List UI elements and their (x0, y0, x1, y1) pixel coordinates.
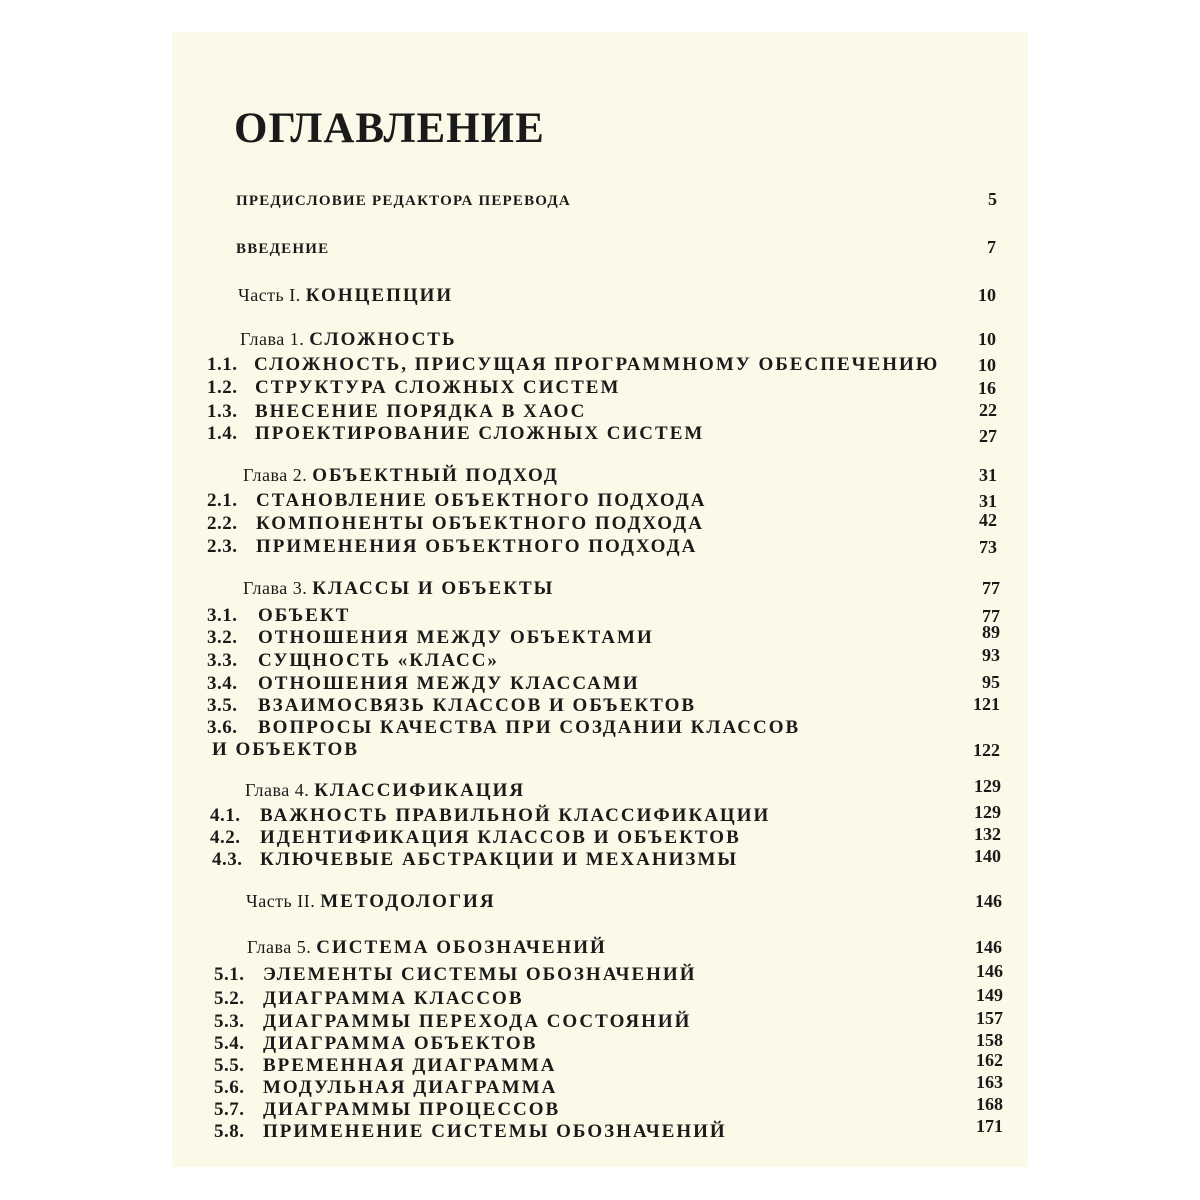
toc-entry-title (243, 464, 559, 487)
toc-section-number: 5.8. (214, 1121, 245, 1142)
toc-page-number: 163 (976, 1072, 1003, 1092)
toc-entry-text: ВАЖНОСТЬ ПРАВИЛЬНОЙ КЛАССИФИКАЦИИ (260, 805, 771, 826)
toc-entry-text: ДИАГРАММА ОБЪЕКТОВ (263, 1033, 538, 1054)
toc-entry-title (256, 490, 707, 512)
toc-entry-title (212, 739, 359, 761)
toc-entry-text: ДИАГРАММЫ ПЕРЕХОДА СОСТОЯНИЙ (263, 1011, 692, 1032)
toc-entry (0, 328, 1200, 354)
toc-section-number: 1.4. (207, 423, 238, 444)
toc-section-number: 1.2. (207, 377, 238, 398)
toc-entry (0, 536, 1200, 562)
toc-entry-label: Глава 2. (243, 465, 313, 485)
toc-page-number: 162 (976, 1050, 1003, 1070)
toc-entry-title (245, 779, 525, 802)
toc-entry (0, 961, 1200, 990)
toc-page-number: 10 (978, 329, 996, 349)
toc-section-number: 5.3. (214, 1011, 245, 1032)
toc-entry-text: КОНЦЕПЦИИ (305, 285, 454, 306)
toc-page-number: 10 (978, 355, 996, 375)
toc-entry-text: КЛАССИФИКАЦИЯ (314, 780, 526, 801)
toc-entry-title (246, 890, 496, 913)
toc-entry-text: ВРЕМЕННАЯ ДИАГРАММА (263, 1055, 557, 1076)
toc-entry-text: ВЗАИМОСВЯЗЬ КЛАССОВ И ОБЪЕКТОВ (258, 695, 697, 716)
toc-entry-title (263, 1055, 556, 1077)
toc-page-number: 132 (974, 824, 1001, 844)
toc-entry (0, 739, 1200, 765)
toc-page-number: 5 (988, 189, 997, 209)
toc-entry (0, 846, 1200, 875)
toc-page-number: 146 (976, 961, 1003, 981)
toc-section-number: 2.3. (207, 536, 238, 557)
toc-section-number: 5.7. (214, 1099, 245, 1120)
toc-entry-title (256, 536, 697, 558)
toc-entry-text: СЛОЖНОСТЬ (309, 329, 457, 350)
toc-page-number: 27 (979, 426, 997, 446)
toc-entry-label: Глава 1. (240, 329, 310, 349)
toc-entry-text: И ОБЪЕКТОВ (212, 739, 360, 760)
toc-section-number: 5.1. (214, 964, 245, 985)
toc-page-number: 149 (976, 985, 1003, 1005)
toc-entry-text: КОМПОНЕНТЫ ОБЪЕКТНОГО ПОДХОДА (256, 513, 704, 534)
toc-entry-title (240, 328, 457, 351)
toc-entry (0, 776, 1200, 805)
toc-entry-text: МОДУЛЬНАЯ ДИАГРАММА (263, 1077, 558, 1098)
toc-page-number: 157 (976, 1008, 1003, 1028)
toc-entry-title (258, 650, 499, 672)
toc-section-number: 4.2. (210, 827, 241, 848)
toc-entry (0, 238, 1200, 264)
toc-entry-title (238, 284, 453, 307)
toc-entry-text: ПРЕДИСЛОВИЕ РЕДАКТОРА ПЕРЕВОДА (236, 193, 571, 209)
toc-page-number: 158 (976, 1030, 1003, 1050)
toc-entry-text: ИДЕНТИФИКАЦИЯ КЛАССОВ И ОБЪЕКТОВ (260, 827, 741, 848)
toc-section-number: 3.2. (207, 627, 238, 648)
toc-page-number: 89 (982, 622, 1000, 642)
toc-entry-title (260, 827, 741, 849)
toc-entry-label: Глава 4. (245, 780, 315, 800)
toc-entry-title (258, 695, 696, 717)
toc-section-number: 3.1. (207, 605, 238, 626)
toc-entry-title (263, 964, 696, 986)
toc-entry (0, 377, 1200, 403)
toc-page-number: 146 (975, 937, 1002, 957)
toc-entry (0, 190, 1200, 216)
toc-page-number: 129 (974, 802, 1001, 822)
toc-section-number: 2.2. (207, 513, 238, 534)
toc-entry-text: ОБЪЕКТ (258, 605, 351, 626)
toc-entry-title (236, 190, 571, 212)
toc-section-number: 4.3. (212, 849, 243, 870)
toc-entry-text: ПРИМЕНЕНИЯ ОБЪЕКТНОГО ПОДХОДА (256, 536, 698, 557)
toc-page-number: 93 (982, 645, 1000, 665)
toc-page-number: 10 (978, 285, 996, 305)
toc-section-number: 1.3. (207, 401, 238, 422)
toc-page-number: 77 (982, 578, 1000, 598)
toc-entry-title (260, 805, 770, 827)
toc-entry-title (263, 1077, 557, 1099)
toc-entry-text: ПРОЕКТИРОВАНИЕ СЛОЖНЫХ СИСТЕМ (255, 423, 705, 444)
page-title: ОГЛАВЛЕНИЕ (234, 105, 545, 152)
toc-entry-label: Часть I. (238, 285, 306, 305)
toc-entry-title (247, 936, 607, 959)
toc-entry-title (258, 627, 654, 649)
toc-page-number: 77 (982, 606, 1000, 626)
toc-section-number: 2.1. (207, 490, 238, 511)
toc-page-number: 31 (979, 465, 997, 485)
toc-section-number: 4.1. (210, 805, 241, 826)
toc-page-number: 22 (979, 400, 997, 420)
toc-section-number: 5.5. (214, 1055, 245, 1076)
toc-section-number: 5.4. (214, 1033, 245, 1054)
toc-entry-text: КЛЮЧЕВЫЕ АБСТРАКЦИИ И МЕХАНИЗМЫ (260, 849, 739, 870)
toc-page-number: 95 (982, 672, 1000, 692)
toc-entry-text: СТРУКТУРА СЛОЖНЫХ СИСТЕМ (255, 377, 621, 398)
toc-entry-text: ВНЕСЕНИЕ ПОРЯДКА В ХАОС (255, 401, 587, 422)
toc-entry-text: ЭЛЕМЕНТЫ СИСТЕМЫ ОБОЗНАЧЕНИЙ (263, 964, 697, 985)
toc-entry (0, 423, 1200, 449)
toc-page-number: 121 (973, 694, 1000, 714)
toc-entry-text: СТАНОВЛЕНИЕ ОБЪЕКТНОГО ПОДХОДА (256, 490, 707, 511)
toc-page-number: 16 (978, 378, 996, 398)
toc-entry-label: Часть II. (246, 891, 321, 911)
toc-page-number: 7 (987, 237, 996, 257)
toc-entry-title (260, 849, 738, 871)
toc-entry-title (258, 605, 350, 627)
toc-page-number: 168 (976, 1094, 1003, 1114)
toc-section-number: 3.3. (207, 650, 238, 671)
toc-entry-title (255, 401, 586, 423)
toc-entry-text: ПРИМЕНЕНИЕ СИСТЕМЫ ОБОЗНАЧЕНИЙ (263, 1121, 727, 1142)
toc-entry-text: ОБЪЕКТНЫЙ ПОДХОД (312, 465, 559, 486)
toc-entry-title (258, 717, 800, 739)
toc-entry-title (236, 238, 329, 260)
toc-section-number: 3.4. (207, 673, 238, 694)
toc-entry-title (263, 1011, 691, 1033)
toc-section-number: 5.2. (214, 988, 245, 1009)
toc-entry-text: ОТНОШЕНИЯ МЕЖДУ ОБЪЕКТАМИ (258, 627, 654, 648)
toc-entry-text: ВВЕДЕНИЕ (236, 241, 330, 257)
toc-entry-text: МЕТОДОЛОГИЯ (320, 891, 496, 912)
toc-entry-title (263, 1121, 727, 1143)
toc-page-number: 129 (974, 776, 1001, 796)
toc-entry-label: Глава 5. (247, 937, 317, 957)
toc-entry-text: СЛОЖНОСТЬ, ПРИСУЩАЯ ПРОГРАММНОМУ ОБЕСПЕЧЕНИЮ (254, 354, 940, 375)
toc-page-number: 31 (979, 491, 997, 511)
toc-entry-text: ДИАГРАММА КЛАССОВ (263, 988, 524, 1009)
toc-entry-text: ВОПРОСЫ КАЧЕСТВА ПРИ СОЗДАНИИ КЛАССОВ (258, 717, 801, 738)
toc-entry-text: КЛАССЫ И ОБЪЕКТЫ (312, 578, 555, 599)
toc-entry (0, 464, 1200, 490)
toc-section-number: 3.6. (207, 717, 238, 738)
toc-entry-title (256, 513, 704, 535)
toc-entry (0, 936, 1200, 962)
toc-page-number: 73 (979, 537, 997, 557)
toc-page-number: 146 (975, 891, 1002, 911)
toc-section-number: 3.5. (207, 695, 238, 716)
toc-entry-title (243, 577, 554, 600)
toc-entry-label: Глава 3. (243, 578, 313, 598)
toc-entry-title (263, 1099, 560, 1121)
toc-entry (0, 284, 1200, 310)
toc-page-number: 42 (979, 510, 997, 530)
toc-section-number: 5.6. (214, 1077, 245, 1098)
toc-entry (0, 890, 1200, 916)
toc-entry-title (263, 1033, 537, 1055)
toc-entry (0, 577, 1200, 603)
toc-entry-title (255, 423, 704, 445)
toc-entry (0, 1116, 1200, 1147)
toc-entry-text: СИСТЕМА ОБОЗНАЧЕНИЙ (316, 937, 607, 958)
toc-entry-text: ОТНОШЕНИЯ МЕЖДУ КЛАССАМИ (258, 673, 640, 694)
toc-entry-title (263, 988, 524, 1010)
toc-section-number: 1.1. (207, 354, 238, 375)
toc-entry-text: ДИАГРАММЫ ПРОЦЕССОВ (263, 1099, 561, 1120)
toc-entry-title (254, 354, 939, 376)
toc-entry-text: СУЩНОСТЬ «КЛАСС» (258, 650, 499, 671)
toc-entry-title (258, 673, 640, 695)
toc-entry-title (255, 377, 620, 399)
toc-page-number: 140 (974, 846, 1001, 866)
toc-page-number: 122 (973, 740, 1000, 760)
toc-page-number: 171 (976, 1116, 1003, 1136)
